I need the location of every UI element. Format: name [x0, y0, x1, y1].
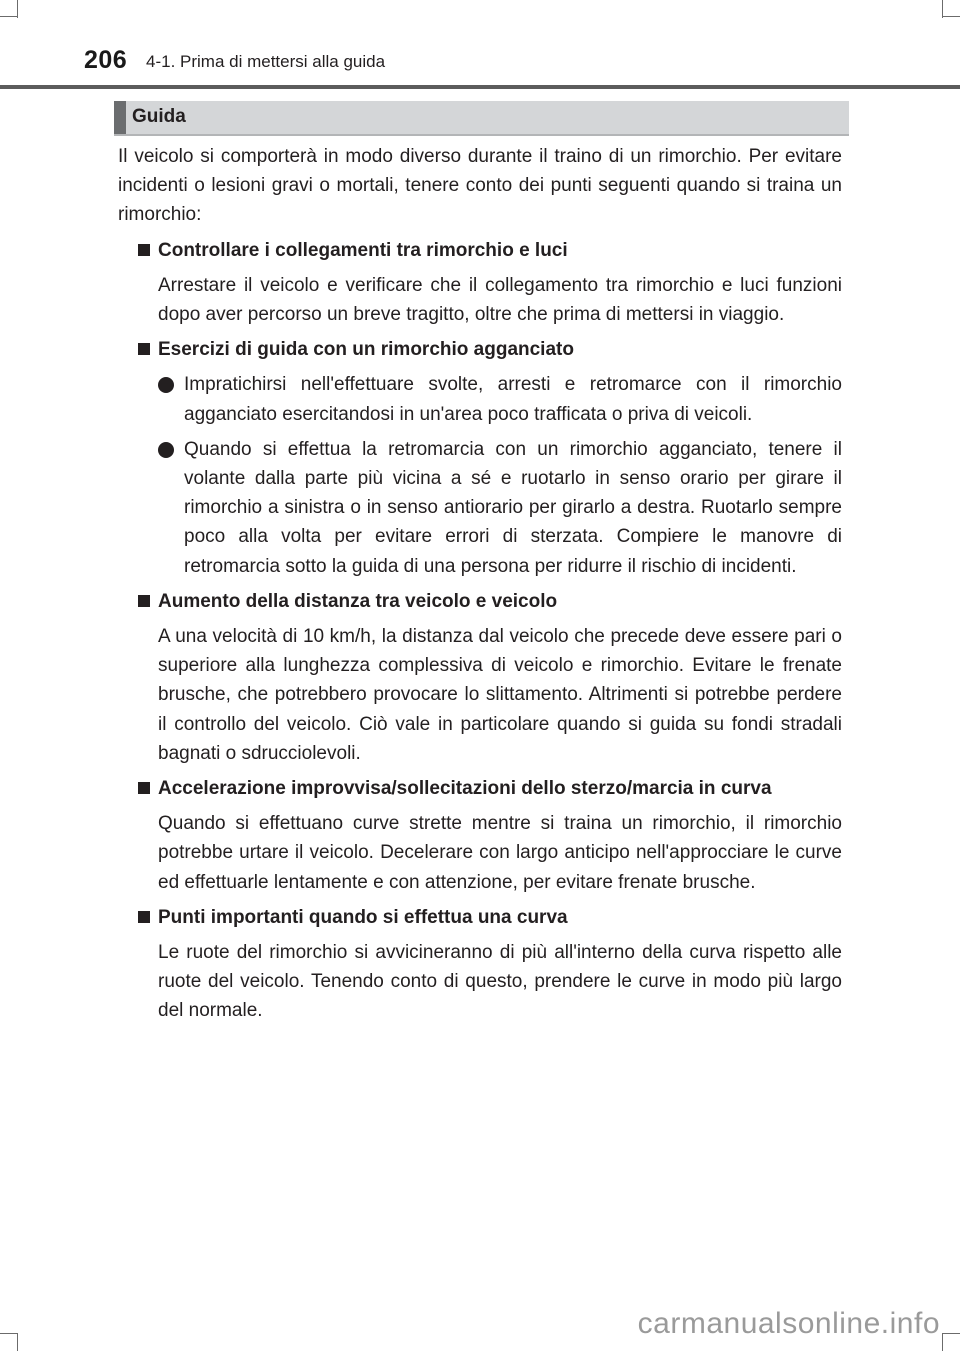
square-bullet-icon [138, 782, 150, 794]
bullet-text: Quando si effettua la retromarcia con un rimorchio agganciato, tenere il volante dalla parte più vicina a sé e ruotarlo in senso orario per girare il rimorchio a sinistra o in senso antiorario per girarlo a destra. Ruotarlo sempre poco alla volta per evitare errori di sterzata. Compiere le manovre di retromarcia sotto la guida di una persona per ridurre il rischio di incidenti. [184, 438, 842, 577]
topic-item [118, 236, 842, 330]
bullet-point [118, 370, 842, 428]
topic-heading [118, 903, 842, 932]
main-content [118, 142, 842, 1026]
topic-body: Arrestare il veicolo e verificare che il collegamento tra rimorchio e luci funzioni dopo aver percorso un breve tragitto, oltre che prima di mettersi in viaggio. [158, 274, 842, 326]
square-bullet-icon [138, 244, 150, 256]
watermark: carmanualsonline.info [637, 1307, 940, 1340]
topic-title: Aumento della distanza tra veicolo e veicolo [158, 590, 558, 612]
crop-mark [942, 1333, 943, 1351]
topic-heading [118, 774, 842, 803]
section-title-bar [114, 101, 849, 136]
square-bullet-icon [138, 911, 150, 923]
circle-bullet-icon [158, 442, 174, 458]
square-bullet-icon [138, 595, 150, 607]
topic-heading [118, 335, 842, 364]
topic-title: Accelerazione improvvisa/sollecitazioni dello sterzo/marcia in curva [158, 778, 772, 800]
intro-paragraph: Il veicolo si comporterà in modo diverso durante il traino di un rimorchio. Per evitare incidenti o lesioni gravi o mortali, tenere conto dei punti seguenti quando si traina un rimorchio: [118, 146, 842, 226]
topic-item [118, 587, 842, 768]
title-bar-accent [114, 101, 126, 134]
page-header [0, 0, 960, 90]
circle-bullet-icon [158, 377, 174, 393]
bullet-text: Impratichirsi nell'effettuare svolte, arresti e retromarce con il rimorchio agganciato esercitandosi in un'area poco trafficata o priva di veicoli. [184, 374, 842, 425]
topic-heading [118, 587, 842, 616]
header-divider [0, 85, 960, 89]
topic-item [118, 335, 842, 581]
topic-body: Quando si effettuano curve strette mentre si traina un rimorchio, il rimorchio potrebbe urtare il veicolo. Decelerare con largo anticipo nell'approcciare le curve ed effettuarle lentamente e con attenzione, per evitare frenate brusche. [158, 813, 842, 893]
section-breadcrumb: 4-1. Prima di mettersi alla guida [146, 52, 386, 71]
topic-body: Le ruote del rimorchio si avvicineranno di più all'interno della curva rispetto alle ruote del veicolo. Tenendo conto di questo, prendere le curve in modo più largo del normale. [158, 942, 842, 1022]
crop-mark [0, 1333, 18, 1334]
topic-title: Esercizi di guida con un rimorchio agganciato [158, 339, 574, 361]
topic-title: Punti importanti quando si effettua una curva [158, 906, 568, 928]
topic-title: Controllare i collegamenti tra rimorchio e luci [158, 239, 568, 261]
bullet-point [118, 435, 842, 581]
crop-mark [942, 1333, 960, 1334]
topic-item [118, 903, 842, 1026]
section-title: Guida [132, 106, 186, 127]
topic-body: A una velocità di 10 km/h, la distanza dal veicolo che precede deve essere pari o superiore alla lunghezza complessiva di veicolo e rimorchio. Evitare le frenate brusche, che potrebbero provocare lo slittamento. Altrimenti si potrebbe perdere il controllo del veicolo. Ciò vale in particolare quando si guida su fondi stradali bagnati o sdrucciolevoli. [158, 626, 842, 764]
crop-mark [17, 1333, 18, 1351]
topic-heading [118, 236, 842, 265]
topic-item [118, 774, 842, 897]
square-bullet-icon [138, 343, 150, 355]
page-number: 206 [84, 46, 128, 74]
